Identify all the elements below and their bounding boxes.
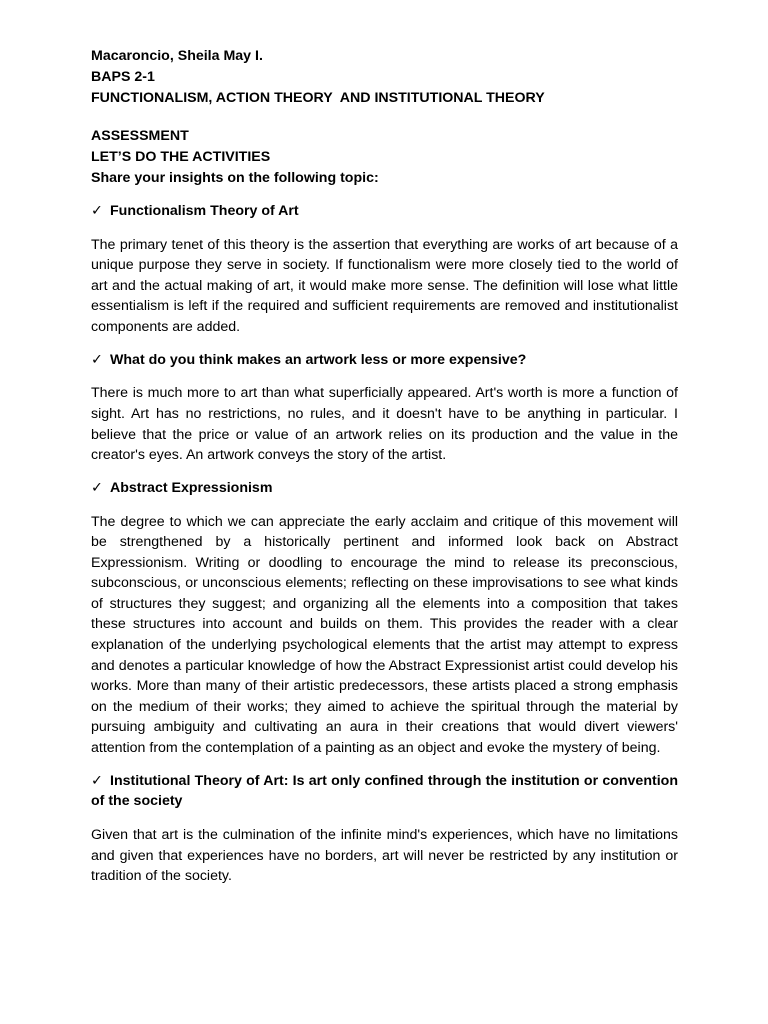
section-heading-text: Institutional Theory of Art: Is art only confined through the institution or convention of the society	[91, 772, 678, 810]
check-icon: ✓	[91, 479, 103, 496]
author-name: Macaroncio, Sheila May I.	[91, 48, 263, 64]
section-heading-text: Functionalism Theory of Art	[110, 202, 299, 219]
section-heading-text: Abstract Expressionism	[110, 479, 273, 496]
spacer	[91, 108, 678, 126]
section-body-functionalism: The primary tenet of this theory is the assertion that everything are works of art because of a unique purpose they serve in society. If functionalism were more closely tied to the world of art and the actual making of art, it would make more sense. The definition will lose what little essentialism is left if the required and sufficient requirements are removed and institutionalist components are added.	[91, 236, 678, 335]
check-icon: ✓	[91, 351, 103, 368]
prompt-text: Share your insights on the following topic:	[91, 169, 379, 186]
section-body-artwork-value: There is much more to art than what superficially appeared. Art's worth is more a function of sight. Art has no restrictions, no rules, and it doesn't have to be anything in particular. I believe that the price or value of an artwork relies on its production and the value in the creator's eyes. An artwork conveys the story of the artist.	[91, 385, 678, 464]
assessment-label: ASSESSMENT	[91, 128, 189, 145]
section-heading-functionalism	[91, 201, 678, 222]
section-heading-abstract-expressionism	[91, 478, 678, 499]
section-heading-artwork-value	[91, 350, 678, 371]
section-heading-institutional-theory	[91, 771, 678, 813]
class-section: BAPS 2-1	[91, 68, 155, 85]
activities-label: LET’S DO THE ACTIVITIES	[91, 149, 271, 166]
check-icon: ✓	[91, 202, 103, 219]
section-body-institutional-theory: Given that art is the culmination of the infinite mind's experiences, which have no limitations and given that experiences have no borders, art will never be restricted by any institution or tradition of the society.	[91, 827, 678, 885]
document-page	[91, 46, 678, 887]
section-body-abstract-expressionism: The degree to which we can appreciate the early acclaim and critique of this movement will be strengthened by a historically pertinent and informed look back on Abstract Expressionism. Writing or doodling to encourage the mind to release its preconscious, subconscious, or unconscious elements; reflecting on these improvisations to see what kinds of structures they suggest; and organizing all the elements into a composition that takes these structures into account and builds on them. This provides the reader with a clear explanation of the underlying psychological elements that the artist may attempt to express and denotes a particular knowledge of how the Abstract Expressionist artist could develop his works. More than many of their artistic predecessors, these artists placed a strong emphasis on the medium of their works; they aimed to achieve the spiritual through the material by pursuing ambiguity and cultivating an aura in their creations that would divert viewers' attention from the contemplation of a painting as an object and evoke the mystery of being.	[91, 513, 678, 757]
section-heading-text: What do you think makes an artwork less or more expensive?	[110, 351, 527, 368]
check-icon: ✓	[91, 772, 103, 789]
document-title: FUNCTIONALISM, ACTION THEORY AND INSTITUTIONAL THEORY	[91, 89, 545, 106]
